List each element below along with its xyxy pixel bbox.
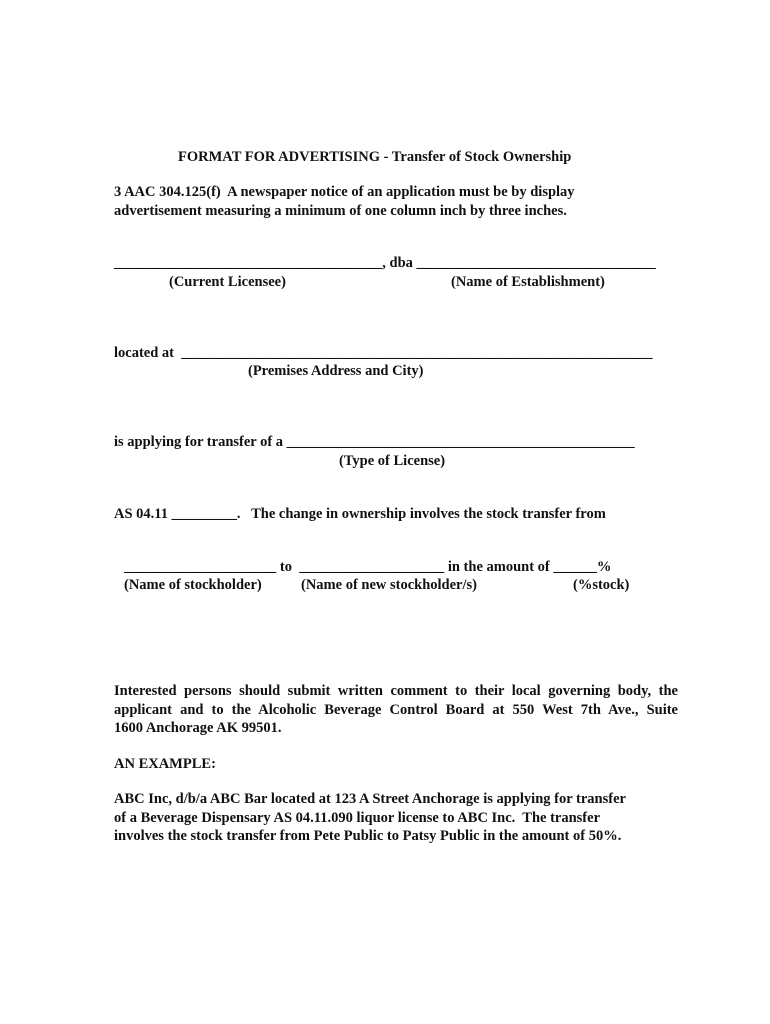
premises-label: (Premises Address and City) <box>248 363 424 379</box>
example-line-3: involves the stock transfer from Pete Public to Patsy Public in the amount of 50%. <box>114 828 622 844</box>
comment-line-3: 1600 Anchorage AK 99501. <box>114 720 282 736</box>
establishment-label: (Name of Establishment) <box>451 274 605 290</box>
example-line-2: of a Beverage Dispensary AS 04.11.090 liquor license to ABC Inc. The transfer <box>114 810 601 826</box>
comment-paragraph <box>114 682 678 738</box>
current-licensee-label: (Current Licensee) <box>169 274 286 290</box>
new-stockholder-label: (Name of new stockholder/s) <box>301 577 477 593</box>
regulation-line-2: advertisement measuring a minimum of one column inch by three inches. <box>114 203 567 219</box>
comment-line-2: applicant and to the Alcoholic Beverage Control Board at 550 West 7th Ave., Suite <box>114 701 678 718</box>
page-title: FORMAT FOR ADVERTISING - Transfer of Stock Ownership <box>178 149 572 165</box>
location-blank-line: located at _________________________________________________________________ <box>114 345 653 361</box>
stock-transfer-blank-line: _____________________ to ____________________ in the amount of ______% <box>124 559 612 575</box>
stockholder-label: (Name of stockholder) <box>124 577 262 593</box>
statute-line: AS 04.11 _________. The change in ownership involves the stock transfer from <box>114 506 606 522</box>
percent-stock-label: (%stock) <box>573 577 630 593</box>
licensee-blank-line: _____________________________________, dba _________________________________ <box>114 255 656 271</box>
comment-line-1: Interested persons should submit written comment to their local governing body, the <box>114 683 678 699</box>
example-heading: AN EXAMPLE: <box>114 756 216 772</box>
license-type-label: (Type of License) <box>339 453 446 469</box>
example-line-1: ABC Inc, d/b/a ABC Bar located at 123 A Street Anchorage is applying for transfer <box>114 791 626 807</box>
regulation-line-1: 3 AAC 304.125(f) A newspaper notice of an application must be by display <box>114 184 575 200</box>
license-type-blank-line: is applying for transfer of a ________________________________________________ <box>114 434 635 450</box>
